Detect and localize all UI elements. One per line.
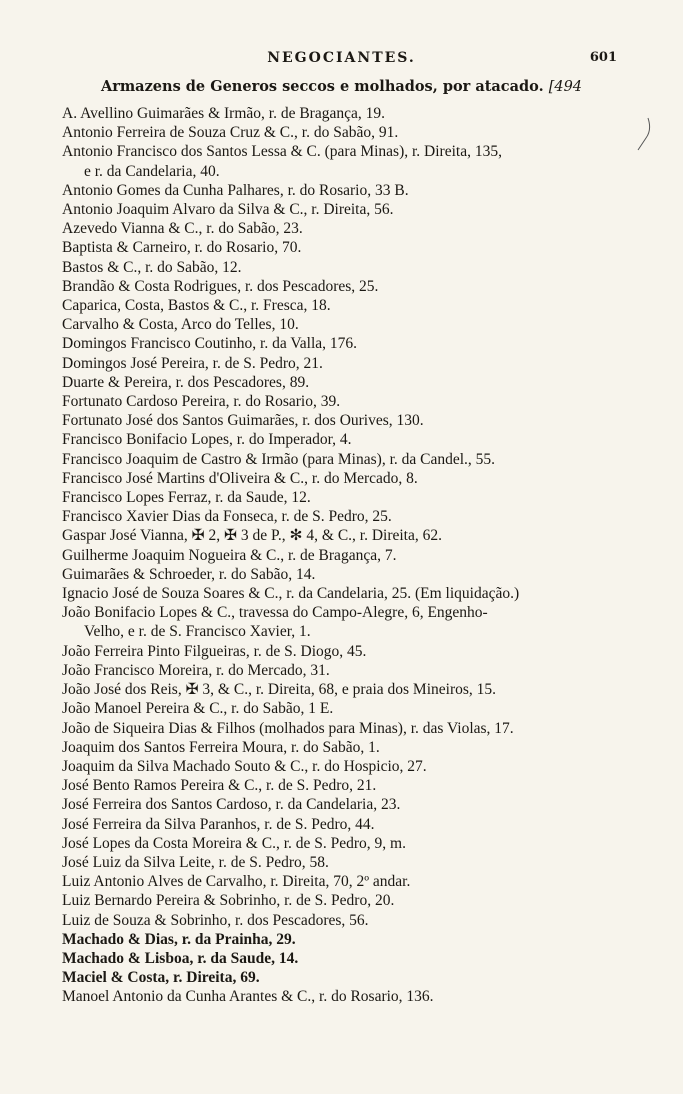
list-item: Ignacio José de Souza Soares & C., r. da Candelaria, 25. (Em liquidação.) — [62, 585, 520, 603]
margin-note: [494 — [548, 79, 583, 95]
list-item: Luiz de Souza & Sobrinho, r. dos Pescadores, 56. — [62, 911, 369, 929]
list-item: Manoel Antonio da Cunha Arantes & C., r. do Rosario, 136. — [62, 988, 434, 1006]
list-item: José Bento Ramos Pereira & C., r. de S. Pedro, 21. — [62, 777, 377, 795]
list-item: João Bonifacio Lopes & C., travessa do Campo-Alegre, 6, Engenho- — [62, 604, 488, 622]
running-header: NEGOCIANTES. — [267, 50, 416, 66]
list-item: Fortunato José dos Santos Guimarães, r. dos Ourives, 130. — [62, 412, 424, 430]
list-item: Machado & Dias, r. da Prainha, 29. — [62, 930, 296, 948]
section-title: Armazens de Generos seccos e molhados, por atacado. — [100, 78, 544, 95]
list-item: Gaspar José Vianna, ✠ 2, ✠ 3 de P., ✻ 4, & C., r. Direita, 62. — [62, 527, 442, 545]
list-item: Francisco Lopes Ferraz, r. da Saude, 12. — [62, 489, 311, 507]
list-item: e r. da Candelaria, 40. — [84, 162, 220, 180]
list-item: Carvalho & Costa, Arco do Telles, 10. — [62, 316, 299, 334]
list-item: João José dos Reis, ✠ 3, & C., r. Direita, 68, e praia dos Mineiros, 15. — [62, 681, 497, 699]
list-item: Bastos & C., r. do Sabão, 12. — [62, 258, 242, 276]
list-item: Guilherme Joaquim Nogueira & C., r. de Bragança, 7. — [62, 546, 397, 564]
pencil-mark-icon — [636, 116, 656, 156]
list-item: Azevedo Vianna & C., r. do Sabão, 23. — [62, 220, 303, 238]
list-item: Luiz Bernardo Pereira & Sobrinho, r. de S. Pedro, 20. — [62, 892, 395, 910]
list-item: José Luiz da Silva Leite, r. de S. Pedro, 58. — [62, 853, 329, 871]
list-item: João Manoel Pereira & C., r. do Sabão, 1 E. — [62, 700, 334, 718]
page-number: 601 — [589, 50, 617, 65]
list-item: Brandão & Costa Rodrigues, r. dos Pescadores, 25. — [62, 277, 379, 295]
list-item: Domingos Francisco Coutinho, r. da Valla, 176. — [62, 335, 358, 353]
list-item: Baptista & Carneiro, r. do Rosario, 70. — [62, 239, 302, 257]
list-item: Guimarães & Schroeder, r. do Sabão, 14. — [62, 565, 316, 583]
list-item: Duarte & Pereira, r. dos Pescadores, 89. — [62, 373, 310, 391]
list-item: Luiz Antonio Alves de Carvalho, r. Direita, 70, 2º andar. — [62, 873, 411, 891]
section-heading — [0, 78, 683, 95]
list-item: Antonio Gomes da Cunha Palhares, r. do Rosario, 33 B. — [62, 181, 409, 199]
list-item: João Francisco Moreira, r. do Mercado, 31. — [62, 661, 330, 679]
list-item: João Ferreira Pinto Filgueiras, r. de S. Diogo, 45. — [62, 642, 367, 660]
list-item: Joaquim da Silva Machado Souto & C., r. do Hospicio, 27. — [62, 757, 427, 775]
list-item: José Ferreira dos Santos Cardoso, r. da Candelaria, 23. — [62, 796, 401, 814]
merchant-list — [62, 104, 638, 1007]
list-item: Maciel & Costa, r. Direita, 69. — [62, 969, 260, 987]
list-item: Francisco Bonifacio Lopes, r. do Imperador, 4. — [62, 431, 352, 449]
list-item: Domingos José Pereira, r. de S. Pedro, 21. — [62, 354, 323, 372]
list-item: Fortunato Cardoso Pereira, r. do Rosario, 39. — [62, 393, 341, 411]
list-item: José Ferreira da Silva Paranhos, r. de S. Pedro, 44. — [62, 815, 375, 833]
list-item: Joaquim dos Santos Ferreira Moura, r. do Sabão, 1. — [62, 738, 380, 756]
list-item: Antonio Francisco dos Santos Lessa & C. (para Minas), r. Direita, 135, — [62, 143, 502, 161]
list-item: Machado & Lisboa, r. da Saude, 14. — [62, 949, 299, 967]
list-item: José Lopes da Costa Moreira & C., r. de S. Pedro, 9, m. — [62, 834, 406, 852]
list-item: Francisco Joaquim de Castro & Irmão (para Minas), r. da Candel., 55. — [62, 450, 496, 468]
list-item: João de Siqueira Dias & Filhos (molhados para Minas), r. das Violas, 17. — [62, 719, 514, 737]
list-item: Francisco José Martins d'Oliveira & C., r. do Mercado, 8. — [62, 469, 418, 487]
list-item: Velho, e r. de S. Francisco Xavier, 1. — [84, 623, 311, 641]
list-item: Caparica, Costa, Bastos & C., r. Fresca, 18. — [62, 297, 331, 315]
list-item: A. Avellino Guimarães & Irmão, r. de Bragança, 19. — [62, 105, 385, 122]
list-item: Francisco Xavier Dias da Fonseca, r. de S. Pedro, 25. — [62, 508, 392, 526]
list-item: Antonio Ferreira de Souza Cruz & C., r. do Sabão, 91. — [62, 124, 399, 142]
list-item: Antonio Joaquim Alvaro da Silva & C., r. Direita, 56. — [62, 201, 394, 219]
